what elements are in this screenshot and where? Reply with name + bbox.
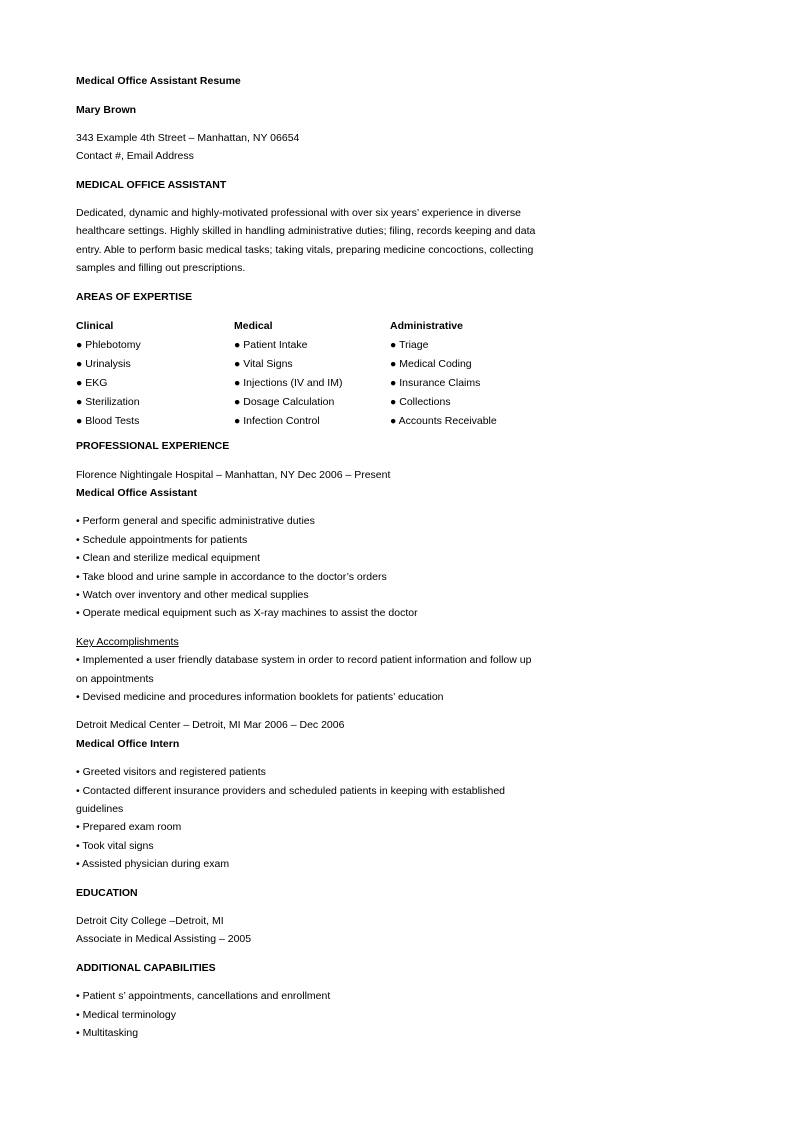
expertise-column-title: Clinical: [76, 320, 114, 332]
duty-item: • Clean and sterilize medical equipment: [76, 552, 261, 564]
expertise-item: ● Dosage Calculation: [234, 396, 335, 408]
duty-item: • Operate medical equipment such as X-ray machines to assist the doctor: [76, 607, 418, 619]
expertise-item: ● Sterilization: [76, 396, 140, 408]
expertise-item: ● Injections (IV and IM): [234, 377, 343, 389]
duty-item: • Took vital signs: [76, 840, 154, 852]
expertise-heading: AREAS OF EXPERTISE: [76, 291, 193, 303]
accomplishments-heading: Key Accomplishments: [76, 636, 179, 648]
contact-line: Contact #, Email Address: [76, 150, 194, 162]
expertise-item: ● Accounts Receivable: [390, 415, 497, 427]
address-line: 343 Example 4th Street – Manhattan, NY 06654: [76, 132, 300, 144]
summary-line: entry. Able to perform basic medical tasks; taking vitals, preparing medicine concoctions, collecting: [76, 244, 534, 256]
duty-item: • Take blood and urine sample in accordance to the doctor’s orders: [76, 571, 387, 583]
duty-item: • Contacted different insurance providers and scheduled patients in keeping with established: [76, 785, 506, 797]
expertise-column-title: Administrative: [390, 320, 463, 332]
duty-item: • Schedule appointments for patients: [76, 534, 248, 546]
summary-line: samples and filling out prescriptions.: [76, 262, 246, 274]
capabilities-heading: ADDITIONAL CAPABILITIES: [76, 962, 216, 974]
summary-line: healthcare settings. Highly skilled in handling administrative duties; filing, records keeping and data: [76, 225, 536, 237]
duty-item: • Prepared exam room: [76, 821, 182, 833]
accomplishment-item: • Implemented a user friendly database system in order to record patient information and follow up: [76, 654, 532, 666]
expertise-item: ● Patient Intake: [234, 339, 308, 351]
education-degree: Associate in Medical Assisting – 2005: [76, 933, 252, 945]
education-heading: EDUCATION: [76, 887, 138, 899]
expertise-item: ● Urinalysis: [76, 358, 131, 370]
duty-item: guidelines: [76, 803, 124, 815]
experience-heading: PROFESSIONAL EXPERIENCE: [76, 440, 230, 452]
accomplishment-item: • Devised medicine and procedures information booklets for patients’ education: [76, 691, 444, 703]
accomplishment-item: on appointments: [76, 673, 154, 685]
expertise-item: ● Medical Coding: [390, 358, 472, 370]
duty-item: • Perform general and specific administrative duties: [76, 515, 315, 527]
expertise-item: ● Insurance Claims: [390, 377, 481, 389]
candidate-name: Mary Brown: [76, 104, 137, 116]
expertise-item: ● Infection Control: [234, 415, 320, 427]
summary-line: Dedicated, dynamic and highly-motivated professional with over six years’ experience in diverse: [76, 207, 521, 219]
capability-item: • Medical terminology: [76, 1009, 176, 1021]
expertise-item: ● Collections: [390, 396, 451, 408]
duty-item: • Assisted physician during exam: [76, 858, 230, 870]
expertise-column-title: Medical: [234, 320, 273, 332]
job-role: Medical Office Assistant: [76, 487, 197, 499]
headline: MEDICAL OFFICE ASSISTANT: [76, 179, 227, 191]
document-title: Medical Office Assistant Resume: [76, 75, 241, 87]
expertise-item: ● Phlebotomy: [76, 339, 141, 351]
expertise-item: ● Triage: [390, 339, 429, 351]
expertise-item: ● EKG: [76, 377, 108, 389]
expertise-item: ● Blood Tests: [76, 415, 140, 427]
job-role: Medical Office Intern: [76, 738, 180, 750]
duty-item: • Watch over inventory and other medical supplies: [76, 589, 309, 601]
capability-item: • Patient s’ appointments, cancellations and enrollment: [76, 990, 331, 1002]
employer-line: Detroit Medical Center – Detroit, MI Mar 2006 – Dec 2006: [76, 719, 345, 731]
employer-line: Florence Nightingale Hospital – Manhattan, NY Dec 2006 – Present: [76, 469, 391, 481]
capability-item: • Multitasking: [76, 1027, 139, 1039]
education-school: Detroit City College –Detroit, MI: [76, 915, 224, 927]
expertise-item: ● Vital Signs: [234, 358, 293, 370]
duty-item: • Greeted visitors and registered patients: [76, 766, 266, 778]
